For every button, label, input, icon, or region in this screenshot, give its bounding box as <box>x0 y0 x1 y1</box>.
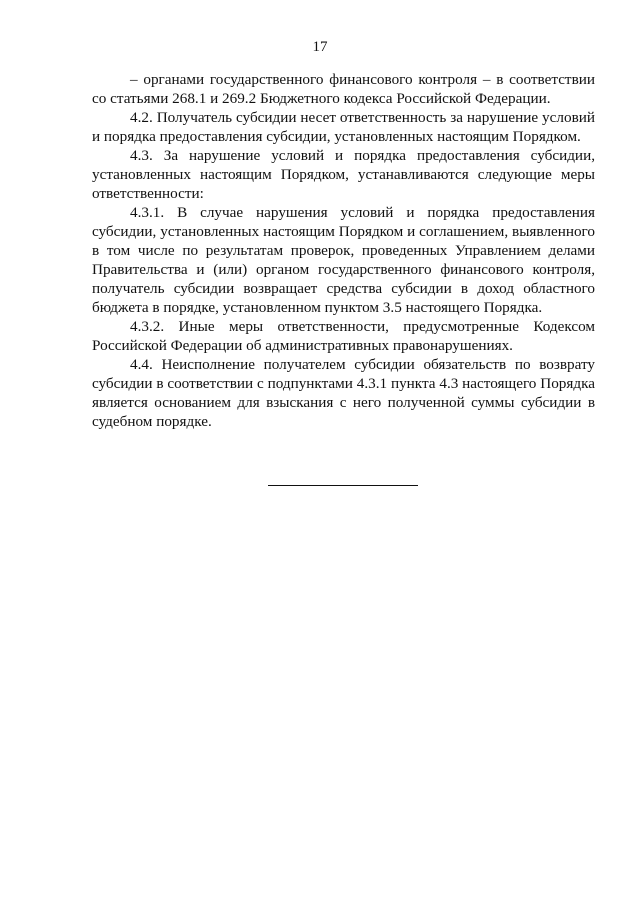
paragraph-state-financial-control: – органами государственного финансового контроля – в соответствии со статьями 268.1 и 269.2 Бюджетного кодекса Российской Федерации. <box>92 71 595 107</box>
paragraph-4-2: 4.2. Получатель субсидии несет ответственность за нарушение условий и порядка предоставления субсидии, установленных настоящим Порядком. <box>92 109 595 145</box>
page-number: 17 <box>312 39 328 55</box>
paragraph-4-4: 4.4. Неисполнение получателем субсидии обязательств по возврату субсидии в соответствии с подпунктами 4.3.1 пункта 4.3 настоящего Порядка является основанием для взыскания с него полученной суммы субсидии в судебном порядке. <box>92 356 595 430</box>
paragraph-4-3-2: 4.3.2. Иные меры ответственности, предусмотренные Кодексом Российской Федерации об административных правонарушениях. <box>92 318 595 354</box>
document-body <box>92 70 595 431</box>
end-of-document-divider <box>268 485 418 486</box>
paragraph-4-3: 4.3. За нарушение условий и порядка предоставления субсидии, установленных настоящим Порядком, устанавливаются следующие меры ответственности: <box>92 147 595 202</box>
paragraph-4-3-1: 4.3.1. В случае нарушения условий и порядка предоставления субсидии, установленных настоящим Порядком и соглашением, выявленного в том числе по результатам проверок, проведенных Управлением делами Правительства и (или) органом государственного финансового контроля, получатель субсидии возвращает средства субсидии в доход областного бюджета в порядке, установленном пунктом 3.5 настоящего Порядка. <box>92 204 595 316</box>
